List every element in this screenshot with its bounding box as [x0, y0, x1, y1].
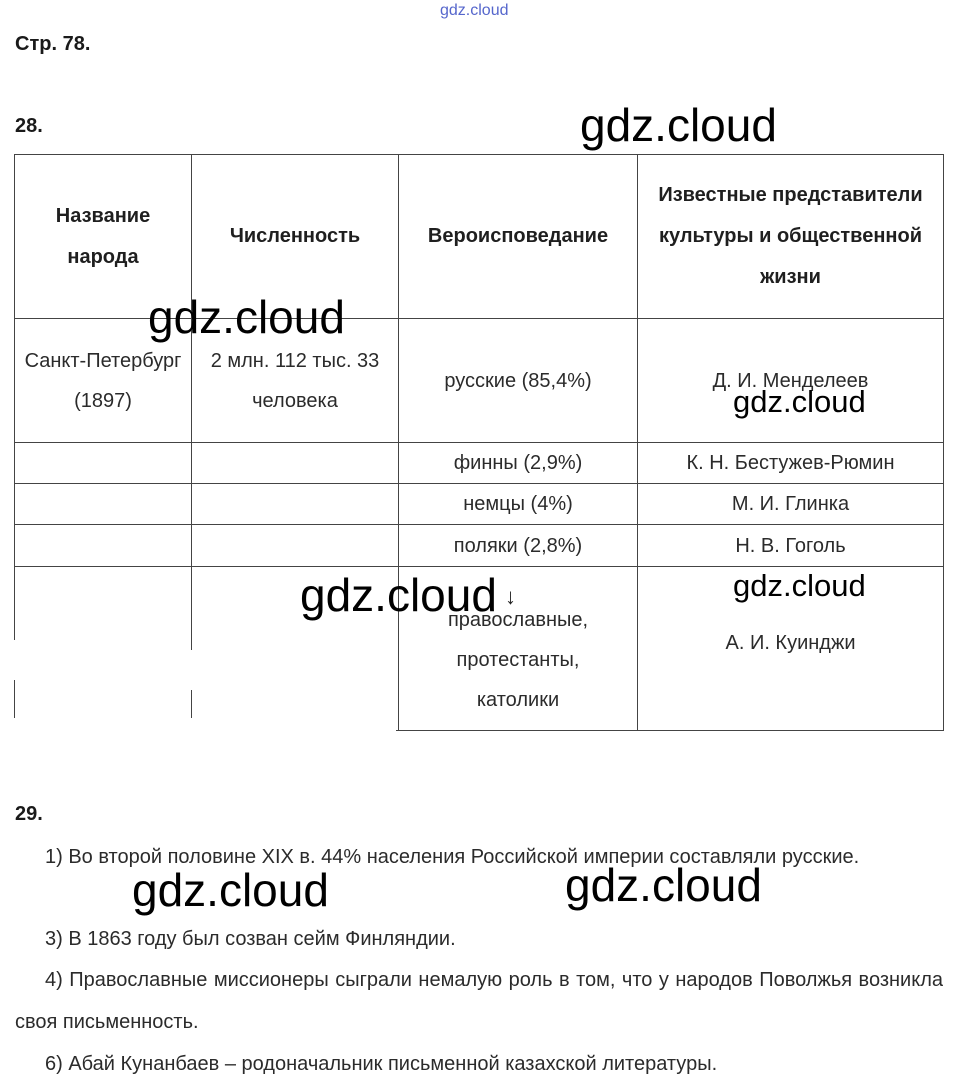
header-people: Известные представители культуры и общественной жизни: [638, 155, 944, 319]
header-nation: Название народа: [15, 155, 192, 319]
task-29-item: 4) Православные миссионеры сыграли немалую роль в том, что у народов Поволжья возникла своя письменность.: [15, 969, 943, 1033]
scan-erasure: [10, 718, 396, 740]
watermark: gdz.cloud: [565, 859, 762, 911]
cell-count: [192, 443, 399, 484]
page-label: Стр. 78.: [15, 33, 91, 55]
task-29-item: 6) Абай Кунанбаев – родоначальник письменной казахской литературы.: [45, 1053, 718, 1075]
watermark: gdz.cloud: [733, 384, 866, 419]
cell-people: М. И. Глинка: [638, 484, 944, 525]
watermark: gdz.cloud: [580, 99, 777, 151]
cell-religion: православные, протестанты, католики: [399, 567, 638, 731]
cell-people: К. Н. Бестужев-Рюмин: [638, 443, 944, 484]
cell-religion: русские (85,4%): [399, 319, 638, 443]
cell-name: [15, 443, 192, 484]
scan-erasure: [10, 640, 22, 680]
scan-erasure: [184, 650, 198, 690]
cell-people: Д. И. Менделеев: [638, 319, 944, 443]
cell-name: [15, 525, 192, 567]
cell-name: Санкт-Петербург (1897): [15, 319, 192, 443]
cell-count: [192, 484, 399, 525]
task-28-number: 28.: [15, 115, 43, 137]
task-29-item: 1) Во второй половине XIX в. 44% населения Российской империи составляли русские.: [45, 846, 860, 868]
table-row: [15, 525, 944, 567]
task-29-item: 3) В 1863 году был созван сейм Финляндии.: [45, 928, 456, 950]
watermark: gdz.cloud: [300, 569, 497, 621]
watermark-top: gdz.cloud: [440, 2, 509, 19]
cell-people: А. И. Куинджи: [638, 567, 944, 731]
header-count: Численность: [192, 155, 399, 319]
table-row: [15, 484, 944, 525]
cell-religion: финны (2,9%): [399, 443, 638, 484]
watermark: gdz.cloud: [148, 291, 345, 343]
header-religion: Вероисповедание: [399, 155, 638, 319]
task-28-table: [14, 154, 944, 731]
cell-people: Н. В. Гоголь: [638, 525, 944, 567]
cell-name: [15, 567, 192, 731]
cell-name: [15, 484, 192, 525]
cell-count: [192, 525, 399, 567]
task-29-number: 29.: [15, 803, 43, 825]
cell-count: 2 млн. 112 тыс. 33 человека: [192, 319, 399, 443]
watermark: gdz.cloud: [132, 864, 329, 916]
watermark: gdz.cloud: [733, 568, 866, 603]
arrow-down-icon: ↓: [505, 584, 516, 609]
cell-religion: немцы (4%): [399, 484, 638, 525]
table-row: [15, 443, 944, 484]
cell-religion: поляки (2,8%): [399, 525, 638, 567]
